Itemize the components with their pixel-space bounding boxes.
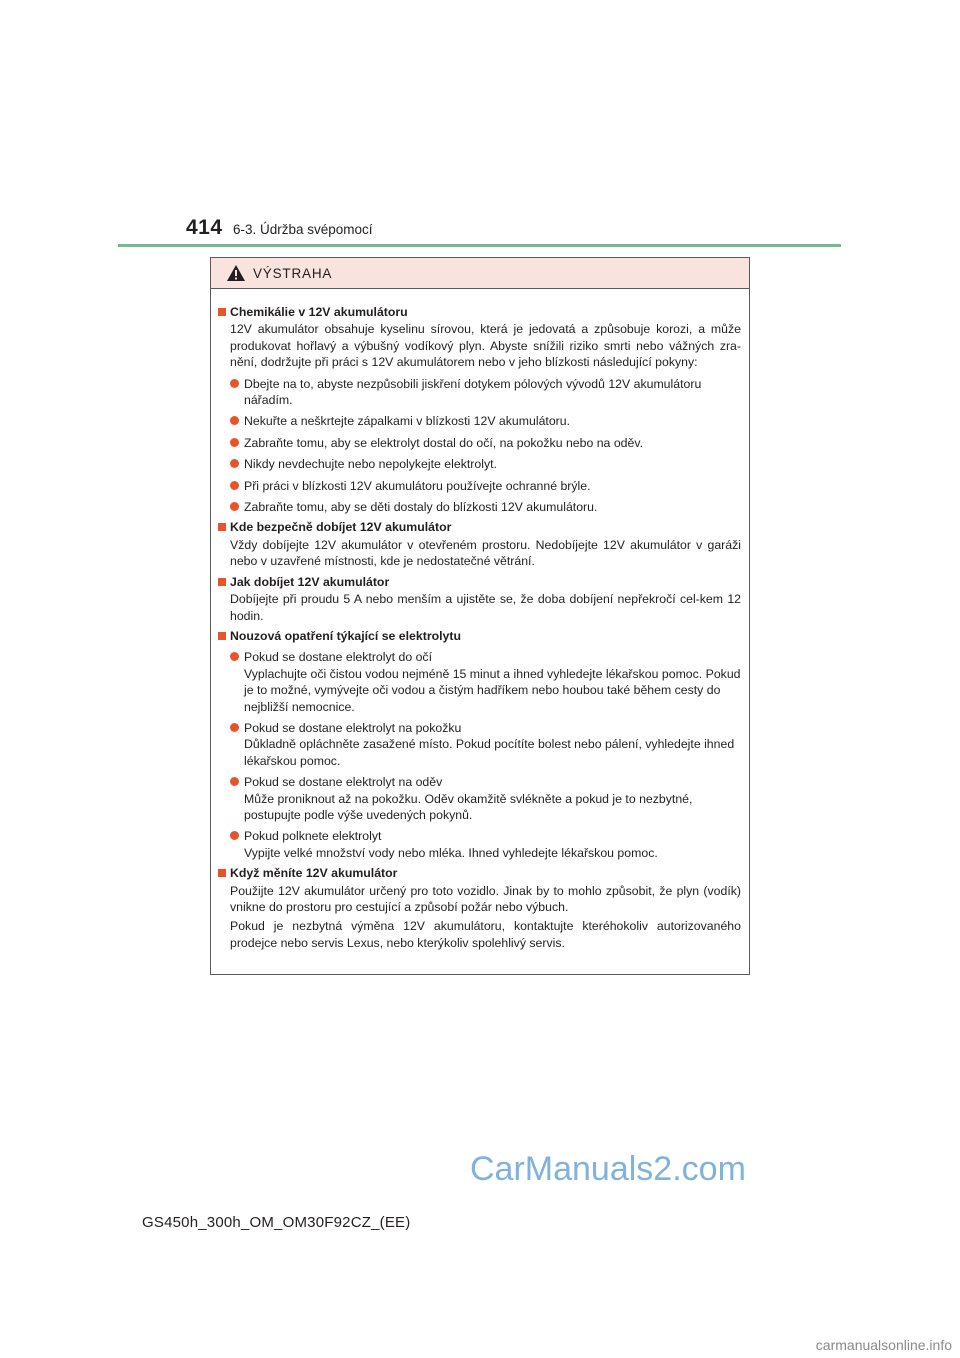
dot-bullet-icon [230, 723, 239, 732]
section-heading [218, 628, 741, 644]
list-item [230, 413, 741, 429]
square-bullet-icon [218, 308, 226, 316]
heading-text: Chemikálie v 12V akumulátoru [230, 305, 408, 319]
section-title: 6-3. Údržba svépomocí [233, 222, 373, 237]
dot-bullet-icon [230, 481, 239, 490]
dot-bullet-icon [230, 438, 239, 447]
list-item-text: Důkladně opláchněte zasažené místo. Pokud pocítíte bolest nebo pálení, vyhledejte ihned lékařskou pomoc. [244, 737, 735, 768]
list-item-title: Pokud se dostane elektrolyt na oděv [244, 775, 443, 790]
dot-bullet-icon [230, 502, 239, 511]
list-item-title: Pokud se dostane elektrolyt do očí [244, 650, 432, 665]
square-bullet-icon [218, 578, 226, 586]
list-item-text: Nikdy nevdechujte nebo nepolykejte elektrolyt. [244, 457, 497, 472]
dot-bullet-icon [230, 379, 239, 388]
paragraph: 12V akumulátor obsahuje kyselinu sírovou, která je jedovatá a způsobuje korozi, a může produkovat hořlavý a výbušný vodíkový plyn. Abyste snížili riziko smrti nebo vážných zra-nění, dodržujte při práci s 12V akumulátorem nebo v jeho blízkosti následující pokyny: [230, 322, 741, 370]
page-number: 414 [186, 216, 223, 239]
warning-triangle-icon [226, 264, 246, 282]
section-heading [218, 304, 741, 320]
list-item-text: Může proniknout až na pokožku. Oděv okamžitě svlékněte a pokud je to nezbytné, postupujte podle výše uvedených pokynů. [244, 791, 693, 822]
list-item [230, 720, 741, 769]
dot-bullet-icon [230, 459, 239, 468]
paragraph: Vždy dobíjejte 12V akumulátor v otevřeném prostoru. Nedobíjejte 12V akumulátor v garáži nebo v uzavřené místnosti, kde je nedostatečné větrání. [230, 537, 741, 569]
warning-body [211, 289, 749, 951]
list-item-text: Zabraňte tomu, aby se děti dostaly do blízkosti 12V akumulátoru. [244, 500, 598, 515]
watermark-logo: CarManuals2.com [470, 1150, 746, 1188]
paragraph: Použijte 12V akumulátor určený pro toto vozidlo. Jinak by to mohlo způsobit, že plyn (vodík) vnikne do prostoru pro cestující a způsobí požár nebo výbuch. [230, 883, 741, 914]
dot-bullet-icon [230, 416, 239, 425]
list-item-text: Při práci v blízkosti 12V akumulátoru používejte ochranné brýle. [244, 478, 591, 493]
list-item-title: Pokud polknete elektrolyt [244, 829, 382, 844]
list-item [230, 499, 741, 515]
square-bullet-icon [218, 869, 226, 877]
dot-bullet-icon [230, 831, 239, 840]
list-item [230, 828, 741, 861]
footer-document-code: GS450h_300h_OM_OM30F92CZ_(EE) [142, 1214, 411, 1231]
dot-bullet-icon [230, 652, 239, 661]
list-item-text: Nekuřte a neškrtejte zápalkami v blízkosti 12V akumulátoru. [244, 414, 571, 429]
warning-header [211, 258, 749, 289]
list-item-text: Dbejte na to, abyste nezpůsobili jiskření dotykem pólových vývodů 12V akumulátoru nářadím. [244, 376, 702, 408]
heading-text: Nouzová opatření týkající se elektrolytu [230, 628, 461, 643]
list-item [230, 774, 741, 823]
warning-box [210, 257, 750, 975]
heading-text: Kde bezpečně dobíjet 12V akumulátor [230, 520, 452, 535]
watermark-corner: carmanualsonline.info [815, 1337, 952, 1353]
paragraph: Pokud je nezbytná výměna 12V akumulátoru, kontaktujte kteréhokoliv autorizovaného prodejce nebo servis Lexus, nebo kterýkoliv spolehlivý servis. [230, 919, 741, 950]
warning-title: VÝSTRAHA [253, 265, 333, 281]
section-heading [218, 574, 741, 590]
list-item [230, 649, 741, 715]
square-bullet-icon [218, 632, 226, 640]
list-item-title: Pokud se dostane elektrolyt na pokožku [244, 720, 462, 735]
list-item-text: Vypijte velké množství vody nebo mléka. Ihned vyhledejte lékařskou pomoc. [244, 845, 658, 860]
list-item-text: Vyplachujte oči čistou vodou nejméně 15 minut a ihned vyhledejte lékařskou pomoc. Pokud je to možné, vymývejte oči vodou a čistým hadříkem nebo houbou také během cesty do nejbližší nemocnice. [244, 666, 741, 714]
list-item-text: Zabraňte tomu, aby se elektrolyt dostal do očí, na pokožku nebo na oděv. [244, 435, 643, 450]
heading-text: Když měníte 12V akumulátor [230, 866, 398, 881]
dot-bullet-icon [230, 777, 239, 786]
paragraph: Dobíjejte při proudu 5 A nebo menším a ujistěte se, že doba dobíjení nepřekročí cel-kem 12 hodin. [230, 592, 741, 623]
list-item [230, 435, 741, 451]
heading-text: Jak dobíjet 12V akumulátor [230, 574, 390, 589]
section-heading [218, 519, 741, 535]
list-item [230, 478, 741, 494]
header-divider [118, 244, 841, 247]
list-item [230, 376, 741, 409]
list-item [230, 456, 741, 472]
section-heading [218, 865, 741, 881]
square-bullet-icon [218, 523, 226, 531]
